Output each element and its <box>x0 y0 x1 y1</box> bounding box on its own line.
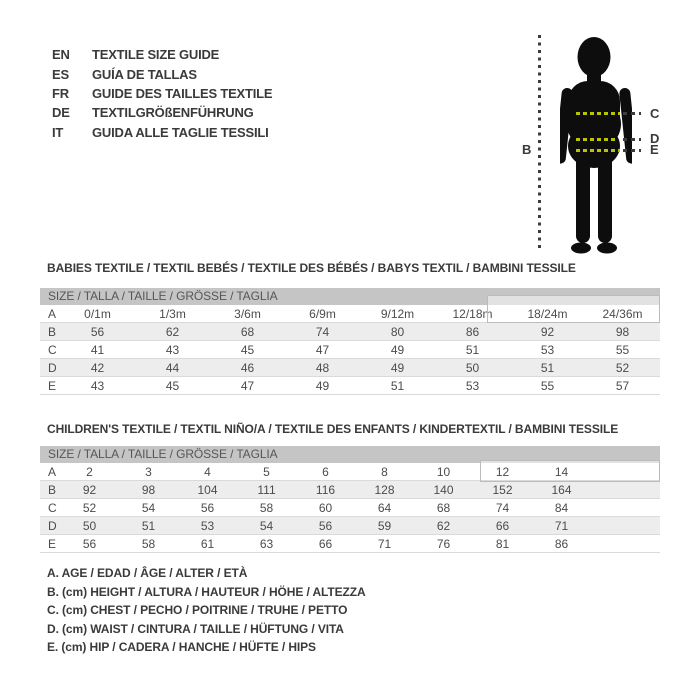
table-cell: 53 <box>540 342 555 357</box>
table-cell: 53 <box>200 518 215 533</box>
chest-measure-green-line <box>576 112 620 115</box>
table-cell: 86 <box>465 324 480 339</box>
babies-row-chest <box>40 341 660 359</box>
legend-hip: E. (cm) HIP / CADERA / HANCHE / HÜFTE / HIPS <box>47 640 316 655</box>
row-label: E <box>48 378 57 393</box>
table-cell: 71 <box>554 518 569 533</box>
table-cell: 45 <box>240 342 255 357</box>
chest-measure-dash-line <box>623 112 641 115</box>
table-cell: 5 <box>263 464 270 479</box>
table-cell: 9/12m <box>380 306 415 321</box>
table-cell: 140 <box>433 482 454 497</box>
children-row-waist <box>40 517 660 535</box>
table-cell: 66 <box>318 536 333 551</box>
table-cell: 152 <box>492 482 513 497</box>
table-cell: 2 <box>86 464 93 479</box>
table-cell: 51 <box>390 378 405 393</box>
hip-measure-green-line <box>576 149 620 152</box>
table-cell: 6 <box>322 464 329 479</box>
table-cell: 68 <box>436 500 451 515</box>
table-cell: 54 <box>259 518 274 533</box>
row-label: D <box>48 518 57 533</box>
table-cell: 62 <box>165 324 180 339</box>
table-cell: 74 <box>315 324 330 339</box>
legend-height: B. (cm) HEIGHT / ALTURA / HAUTEUR / HÖHE / ALTEZZA <box>47 584 366 599</box>
waist-measure-label: D <box>650 131 660 146</box>
lang-label: GUIDA ALLE TAGLIE TESSILI <box>92 124 269 140</box>
chest-measure-label: C <box>650 106 660 121</box>
language-row-es <box>52 64 272 83</box>
table-cell: 54 <box>141 500 156 515</box>
table-cell: 48 <box>315 360 330 375</box>
table-cell: 4 <box>204 464 211 479</box>
babies-size-header-bar: SIZE / TALLA / TAILLE / GRÖSSE / TAGLIA <box>40 288 660 305</box>
children-size-highlight-box <box>480 460 660 482</box>
table-cell: 1/3m <box>159 306 186 321</box>
children-section-title: CHILDREN'S TEXTILE / TEXTIL NIÑO/A / TEXTILE DES ENFANTS / KINDERTEXTIL / BAMBINI TESSILE <box>47 422 619 436</box>
table-cell: 44 <box>165 360 180 375</box>
table-cell: 53 <box>465 378 480 393</box>
table-cell: 6/9m <box>309 306 336 321</box>
table-cell: 59 <box>377 518 392 533</box>
table-cell: 14 <box>554 464 569 479</box>
table-cell: 98 <box>615 324 630 339</box>
table-cell: 111 <box>257 482 276 497</box>
row-label: B <box>48 482 57 497</box>
table-cell: 49 <box>315 378 330 393</box>
table-cell: 52 <box>615 360 630 375</box>
table-cell: 66 <box>495 518 510 533</box>
lang-label: TEXTILE SIZE GUIDE <box>92 47 220 63</box>
table-cell: 63 <box>259 536 274 551</box>
table-cell: 41 <box>90 342 105 357</box>
table-cell: 76 <box>436 536 451 551</box>
lang-code: FR <box>52 85 69 101</box>
row-label: A <box>48 464 57 479</box>
table-cell: 10 <box>436 464 451 479</box>
lang-label: GUÍA DE TALLAS <box>92 66 197 82</box>
row-label: B <box>48 324 57 339</box>
babies-row-hip <box>40 377 660 395</box>
table-cell: 45 <box>165 378 180 393</box>
row-label: C <box>48 500 57 515</box>
row-label: E <box>48 536 57 551</box>
table-cell: 68 <box>240 324 255 339</box>
table-cell: 62 <box>436 518 451 533</box>
table-cell: 64 <box>377 500 392 515</box>
table-cell: 71 <box>377 536 392 551</box>
babies-row-waist <box>40 359 660 377</box>
measurement-legend <box>47 566 366 659</box>
row-label: C <box>48 342 57 357</box>
table-cell: 24/36m <box>602 306 643 321</box>
table-cell: 164 <box>551 482 572 497</box>
row-label: A <box>48 306 57 321</box>
table-cell: 3/6m <box>234 306 261 321</box>
table-cell: 56 <box>318 518 333 533</box>
children-size-header-bar: SIZE / TALLA / TAILLE / GRÖSSE / TAGLIA <box>40 446 660 463</box>
hip-measure-dash-line <box>623 149 641 152</box>
babies-size-highlight-box <box>487 295 660 323</box>
table-cell: 42 <box>90 360 105 375</box>
table-cell: 74 <box>495 500 510 515</box>
table-cell: 55 <box>615 342 630 357</box>
table-cell: 47 <box>240 378 255 393</box>
children-row-height <box>40 481 660 499</box>
table-cell: 60 <box>318 500 333 515</box>
highlight-patch <box>481 461 659 464</box>
hip-measure-label: E <box>650 142 659 157</box>
table-cell: 12/18m <box>452 306 493 321</box>
table-cell: 51 <box>465 342 480 357</box>
waist-measure-dash-line <box>623 138 641 141</box>
height-measure-line <box>538 35 541 251</box>
language-row-it <box>52 123 272 142</box>
lang-label: GUIDE DES TAILLES TEXTILE <box>92 85 273 101</box>
language-list <box>52 45 272 142</box>
highlight-patch <box>488 296 659 306</box>
table-cell: 92 <box>82 482 97 497</box>
legend-age: A. AGE / EDAD / ÂGE / ALTER / ETÀ <box>47 566 248 580</box>
language-row-fr <box>52 84 272 103</box>
table-cell: 81 <box>495 536 510 551</box>
babies-row-height <box>40 323 660 341</box>
table-cell: 0/1m <box>84 306 111 321</box>
table-cell: 84 <box>554 500 569 515</box>
table-cell: 55 <box>540 378 555 393</box>
table-cell: 58 <box>141 536 156 551</box>
children-row-chest <box>40 499 660 517</box>
table-cell: 104 <box>197 482 218 497</box>
table-cell: 51 <box>540 360 555 375</box>
table-cell: 57 <box>615 378 630 393</box>
table-cell: 61 <box>200 536 215 551</box>
language-row-en <box>52 45 272 64</box>
table-cell: 92 <box>540 324 555 339</box>
table-cell: 56 <box>90 324 105 339</box>
table-cell: 98 <box>141 482 156 497</box>
table-cell: 86 <box>554 536 569 551</box>
table-cell: 18/24m <box>527 306 568 321</box>
table-cell: 49 <box>390 360 405 375</box>
table-cell: 116 <box>315 482 336 497</box>
lang-code: ES <box>52 66 69 82</box>
table-cell: 46 <box>240 360 255 375</box>
children-row-hip <box>40 535 660 553</box>
table-cell: 58 <box>259 500 274 515</box>
table-cell: 47 <box>315 342 330 357</box>
row-label: D <box>48 360 57 375</box>
measurement-figure <box>516 30 700 262</box>
table-cell: 8 <box>381 464 388 479</box>
child-silhouette-icon <box>560 36 632 256</box>
table-cell: 49 <box>390 342 405 357</box>
babies-section-title: BABIES TEXTILE / TEXTIL BEBÉS / TEXTILE DES BÉBÉS / BABYS TEXTIL / BAMBINI TESSILE <box>47 261 576 275</box>
legend-chest: C. (cm) CHEST / PECHO / POITRINE / TRUHE / PETTO <box>47 603 348 618</box>
table-cell: 12 <box>495 464 510 479</box>
table-cell: 52 <box>82 500 97 515</box>
table-cell: 3 <box>145 464 152 479</box>
waist-measure-green-line <box>576 138 616 141</box>
table-cell: 43 <box>90 378 105 393</box>
table-cell: 56 <box>200 500 215 515</box>
lang-label: TEXTILGRÖßENFÜHRUNG <box>92 105 254 121</box>
lang-code: EN <box>52 47 70 63</box>
lang-code: IT <box>52 124 64 140</box>
height-measure-label: B <box>522 142 532 157</box>
table-cell: 56 <box>82 536 97 551</box>
language-row-de <box>52 103 272 122</box>
table-cell: 128 <box>374 482 395 497</box>
table-cell: 51 <box>141 518 156 533</box>
table-cell: 43 <box>165 342 180 357</box>
table-cell: 80 <box>390 324 405 339</box>
table-cell: 50 <box>82 518 97 533</box>
legend-waist: D. (cm) WAIST / CINTURA / TAILLE / HÜFTUNG / VITA <box>47 621 344 636</box>
table-cell: 50 <box>465 360 480 375</box>
lang-code: DE <box>52 105 70 121</box>
